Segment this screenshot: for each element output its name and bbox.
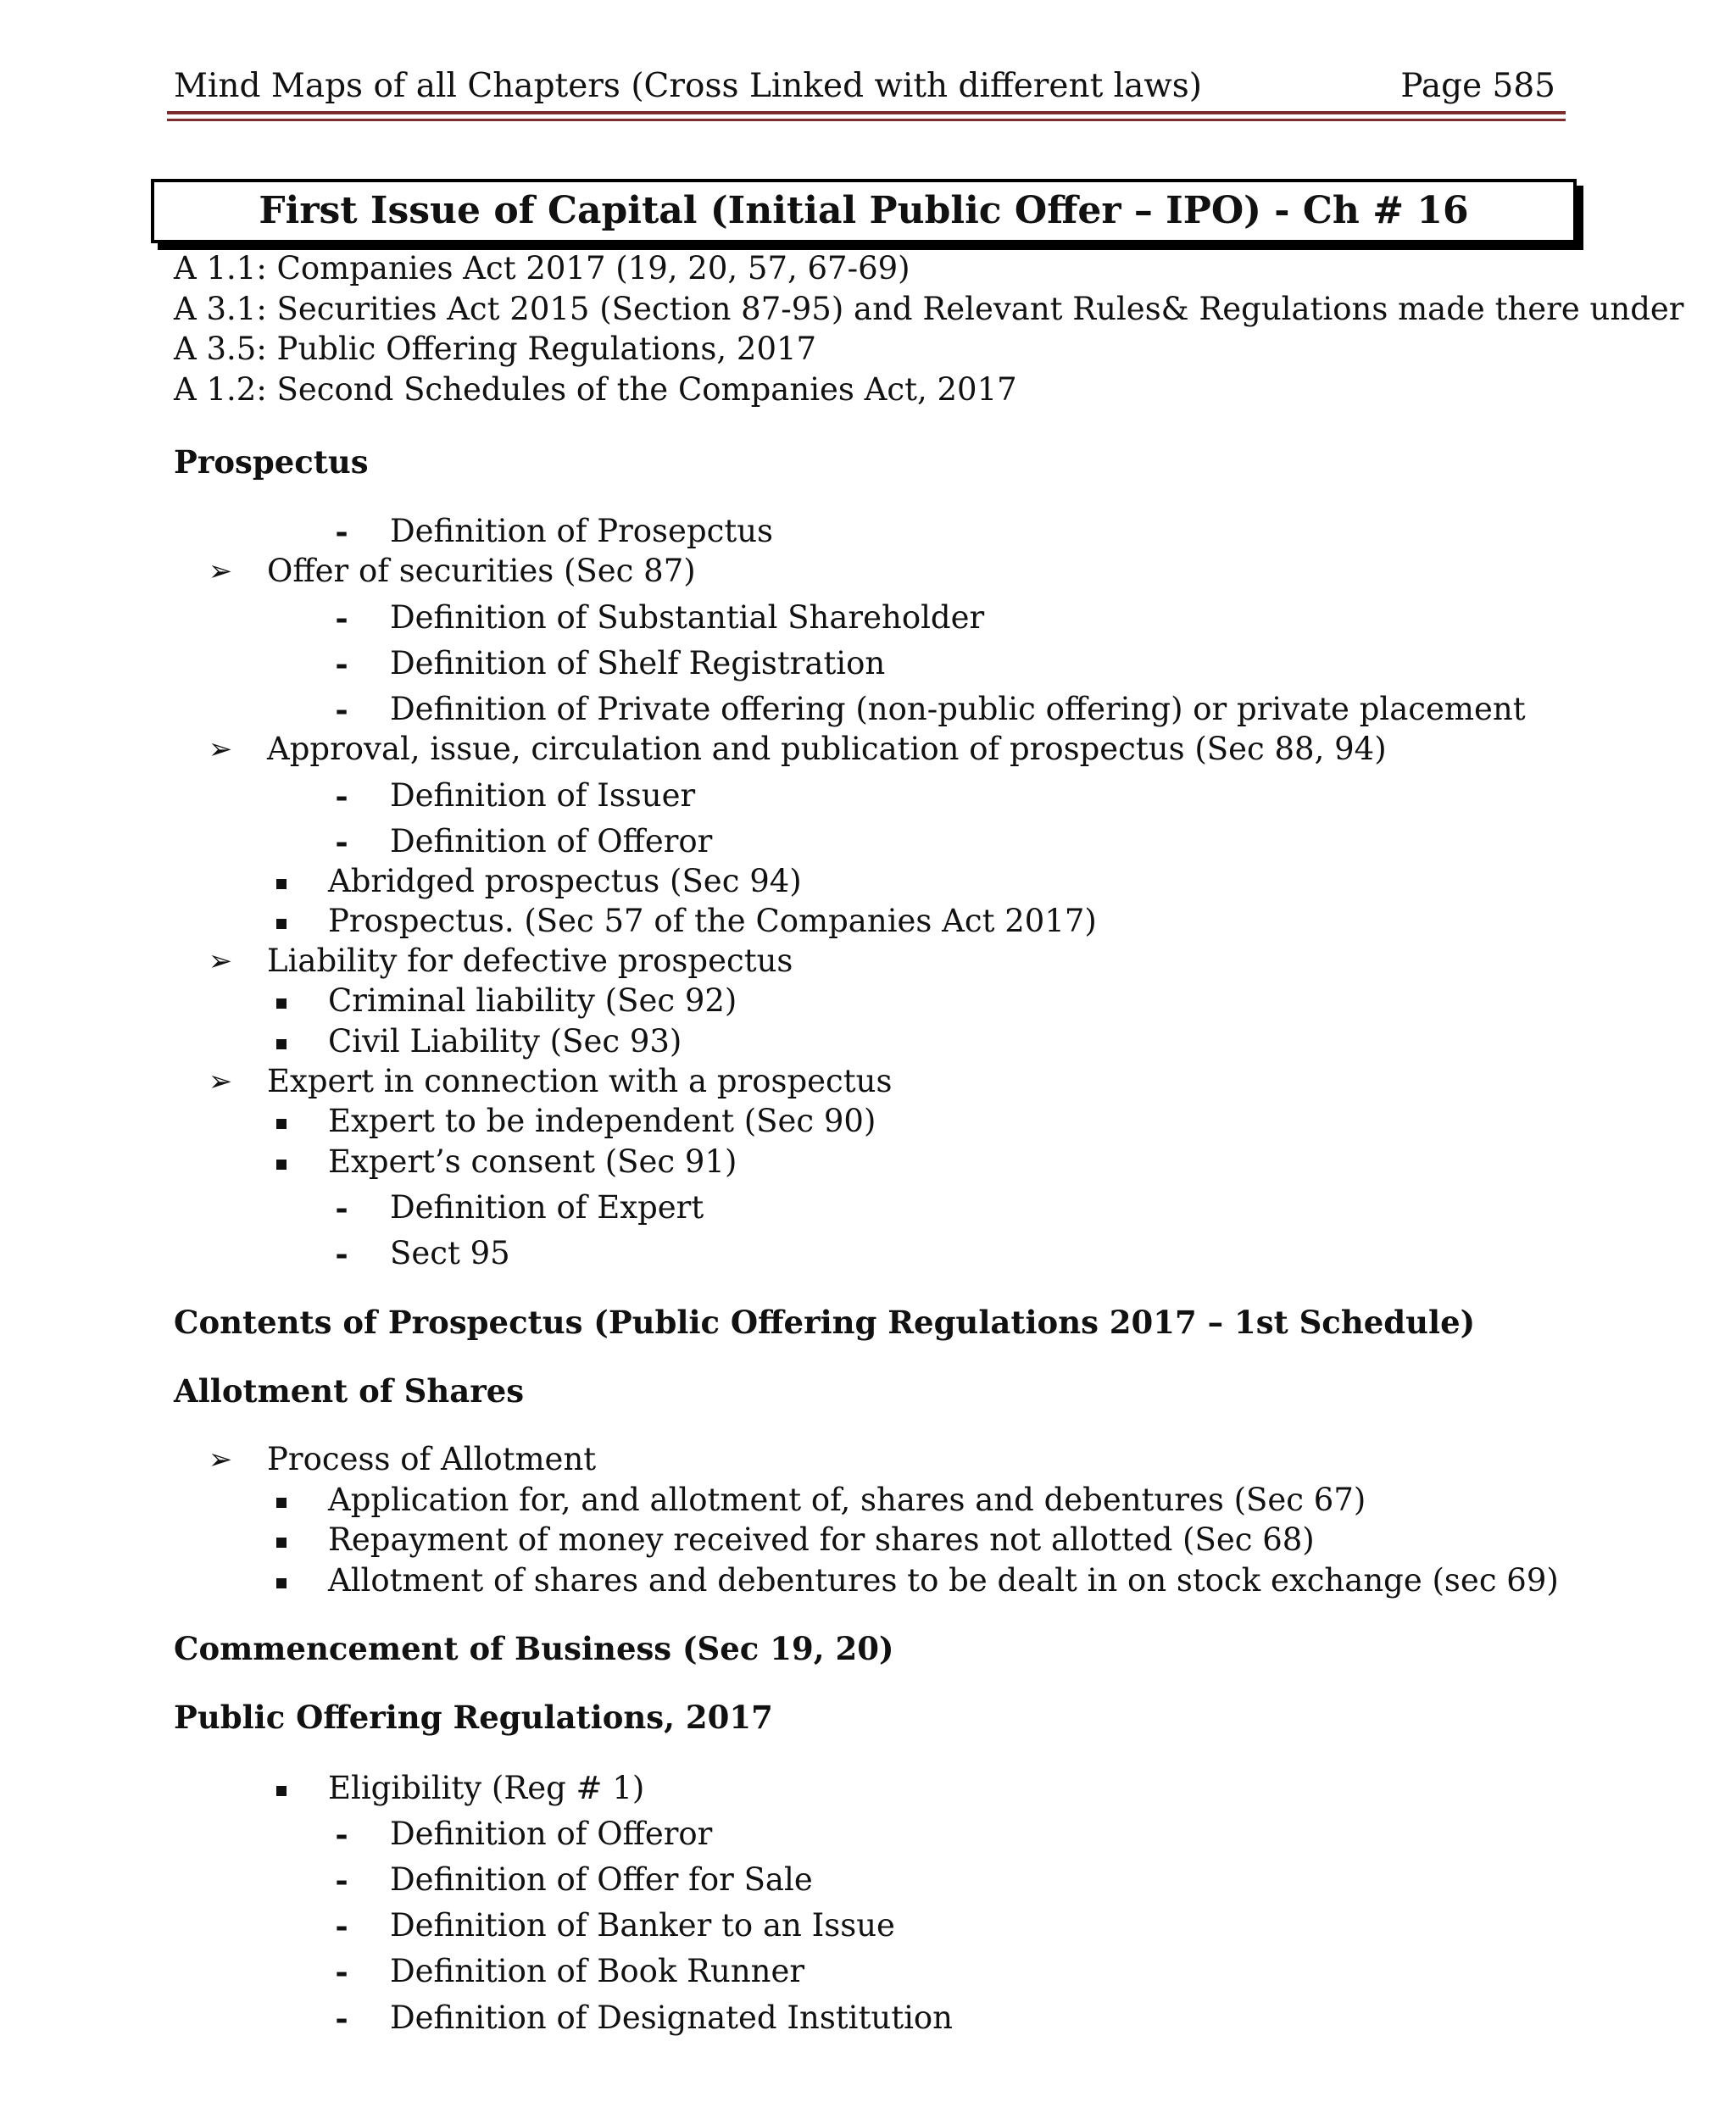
header-rule bbox=[167, 111, 1566, 114]
arrow-bullet-icon: ➢ bbox=[208, 1065, 233, 1098]
list-item-text: Expert in connection with a prospectus bbox=[267, 1063, 893, 1099]
list-item-text: Repayment of money received for shares not allotted (Sec 68) bbox=[328, 1521, 1315, 1558]
list-item-text: Definition of Shelf Registration bbox=[390, 645, 886, 681]
chapter-title-box bbox=[151, 179, 1577, 243]
square-bullet-icon bbox=[271, 1143, 292, 1182]
reference-line: A 3.5: Public Offering Regulations, 2017 bbox=[174, 331, 817, 367]
list-item-text: Definition of Banker to an Issue bbox=[390, 1907, 895, 1944]
list-item-text: Definition of Book Runner bbox=[390, 1953, 805, 1989]
list-item-text: Application for, and allotment of, shares and debentures (Sec 67) bbox=[328, 1482, 1366, 1518]
square-bullet-icon bbox=[271, 1102, 292, 1141]
list-item-text: Abridged prospectus (Sec 94) bbox=[328, 863, 802, 899]
dash-bullet-icon: - bbox=[335, 1816, 348, 1853]
section-heading-regulations: Public Offering Regulations, 2017 bbox=[174, 1699, 773, 1736]
section-heading-prospectus: Prospectus bbox=[174, 443, 369, 481]
page-header bbox=[174, 61, 1555, 112]
dash-bullet-icon: - bbox=[335, 691, 348, 728]
arrow-bullet-icon: ➢ bbox=[208, 1443, 233, 1477]
list-item-text: Definition of Designated Institution bbox=[390, 2000, 954, 2036]
square-bullet-icon bbox=[271, 862, 292, 901]
list-item-text: Liability for defective prospectus bbox=[267, 943, 793, 979]
section-heading-contents: Contents of Prospectus (Public Offering Regulations 2017 – 1st Schedule) bbox=[174, 1304, 1476, 1341]
arrow-bullet-icon: ➢ bbox=[208, 944, 233, 978]
arrow-bullet-icon: ➢ bbox=[208, 554, 233, 588]
list-item-text: Definition of Issuer bbox=[390, 777, 696, 814]
reference-line: A 1.2: Second Schedules of the Companies Act, 2017 bbox=[174, 371, 1017, 408]
list-item-text: Offer of securities (Sec 87) bbox=[267, 553, 696, 589]
list-item-text: Definition of Prosepctus bbox=[390, 513, 774, 549]
list-item-text: Expert to be independent (Sec 90) bbox=[328, 1103, 876, 1139]
square-bullet-icon bbox=[271, 1481, 292, 1520]
dash-bullet-icon: - bbox=[335, 599, 348, 637]
square-bullet-icon bbox=[271, 1769, 292, 1808]
list-item-text: Eligibility (Reg # 1) bbox=[328, 1770, 645, 1806]
list-item-text: Definition of Offer for Sale bbox=[390, 1861, 813, 1898]
list-item-text: Process of Allotment bbox=[267, 1441, 597, 1477]
reference-line: A 3.1: Securities Act 2015 (Section 87-95) and Relevant Rules& Regulations made there under bbox=[174, 291, 1684, 327]
dash-bullet-icon: - bbox=[335, 513, 348, 550]
dash-bullet-icon: - bbox=[335, 2000, 348, 2037]
square-bullet-icon bbox=[271, 1561, 292, 1600]
section-heading-commencement: Commencement of Business (Sec 19, 20) bbox=[174, 1630, 894, 1667]
dash-bullet-icon: - bbox=[335, 1235, 348, 1272]
dash-bullet-icon: - bbox=[335, 1907, 348, 1944]
square-bullet-icon bbox=[271, 902, 292, 941]
header-rule-thin bbox=[167, 119, 1566, 121]
chapter-title: First Issue of Capital (Initial Public Offer – IPO) - Ch # 16 bbox=[259, 189, 1469, 232]
list-item-text: Definition of Private offering (non-public offering) or private placement bbox=[390, 691, 1526, 727]
list-item-text: Approval, issue, circulation and publication of prospectus (Sec 88, 94) bbox=[267, 731, 1387, 767]
dash-bullet-icon: - bbox=[335, 1953, 348, 1990]
list-item-text: Allotment of shares and debentures to be dealt in on stock exchange (sec 69) bbox=[328, 1562, 1559, 1599]
list-item-text: Definition of Expert bbox=[390, 1189, 704, 1226]
square-bullet-icon bbox=[271, 1022, 292, 1061]
list-item-text: Civil Liability (Sec 93) bbox=[328, 1023, 682, 1060]
dash-bullet-icon: - bbox=[335, 645, 348, 682]
square-bullet-icon bbox=[271, 1521, 292, 1560]
dash-bullet-icon: - bbox=[335, 1189, 348, 1226]
list-item-text: Definition of Offeror bbox=[390, 823, 713, 859]
header-title: Mind Maps of all Chapters (Cross Linked with different laws) bbox=[174, 67, 1203, 105]
dash-bullet-icon: - bbox=[335, 1861, 348, 1899]
list-item-text: Criminal liability (Sec 92) bbox=[328, 982, 737, 1019]
dash-bullet-icon: - bbox=[335, 823, 348, 860]
dash-bullet-icon: - bbox=[335, 777, 348, 815]
section-heading-allotment: Allotment of Shares bbox=[174, 1372, 525, 1410]
page-number: Page 585 bbox=[1400, 67, 1555, 105]
square-bullet-icon bbox=[271, 982, 292, 1021]
list-item-text: Sect 95 bbox=[390, 1235, 510, 1271]
list-item-text: Definition of Substantial Shareholder bbox=[390, 599, 985, 636]
list-item-text: Definition of Offeror bbox=[390, 1816, 713, 1852]
list-item-text: Expert’s consent (Sec 91) bbox=[328, 1143, 737, 1180]
reference-line: A 1.1: Companies Act 2017 (19, 20, 57, 67-69) bbox=[174, 250, 910, 286]
list-item-text: Prospectus. (Sec 57 of the Companies Act 2017) bbox=[328, 903, 1097, 939]
arrow-bullet-icon: ➢ bbox=[208, 732, 233, 766]
